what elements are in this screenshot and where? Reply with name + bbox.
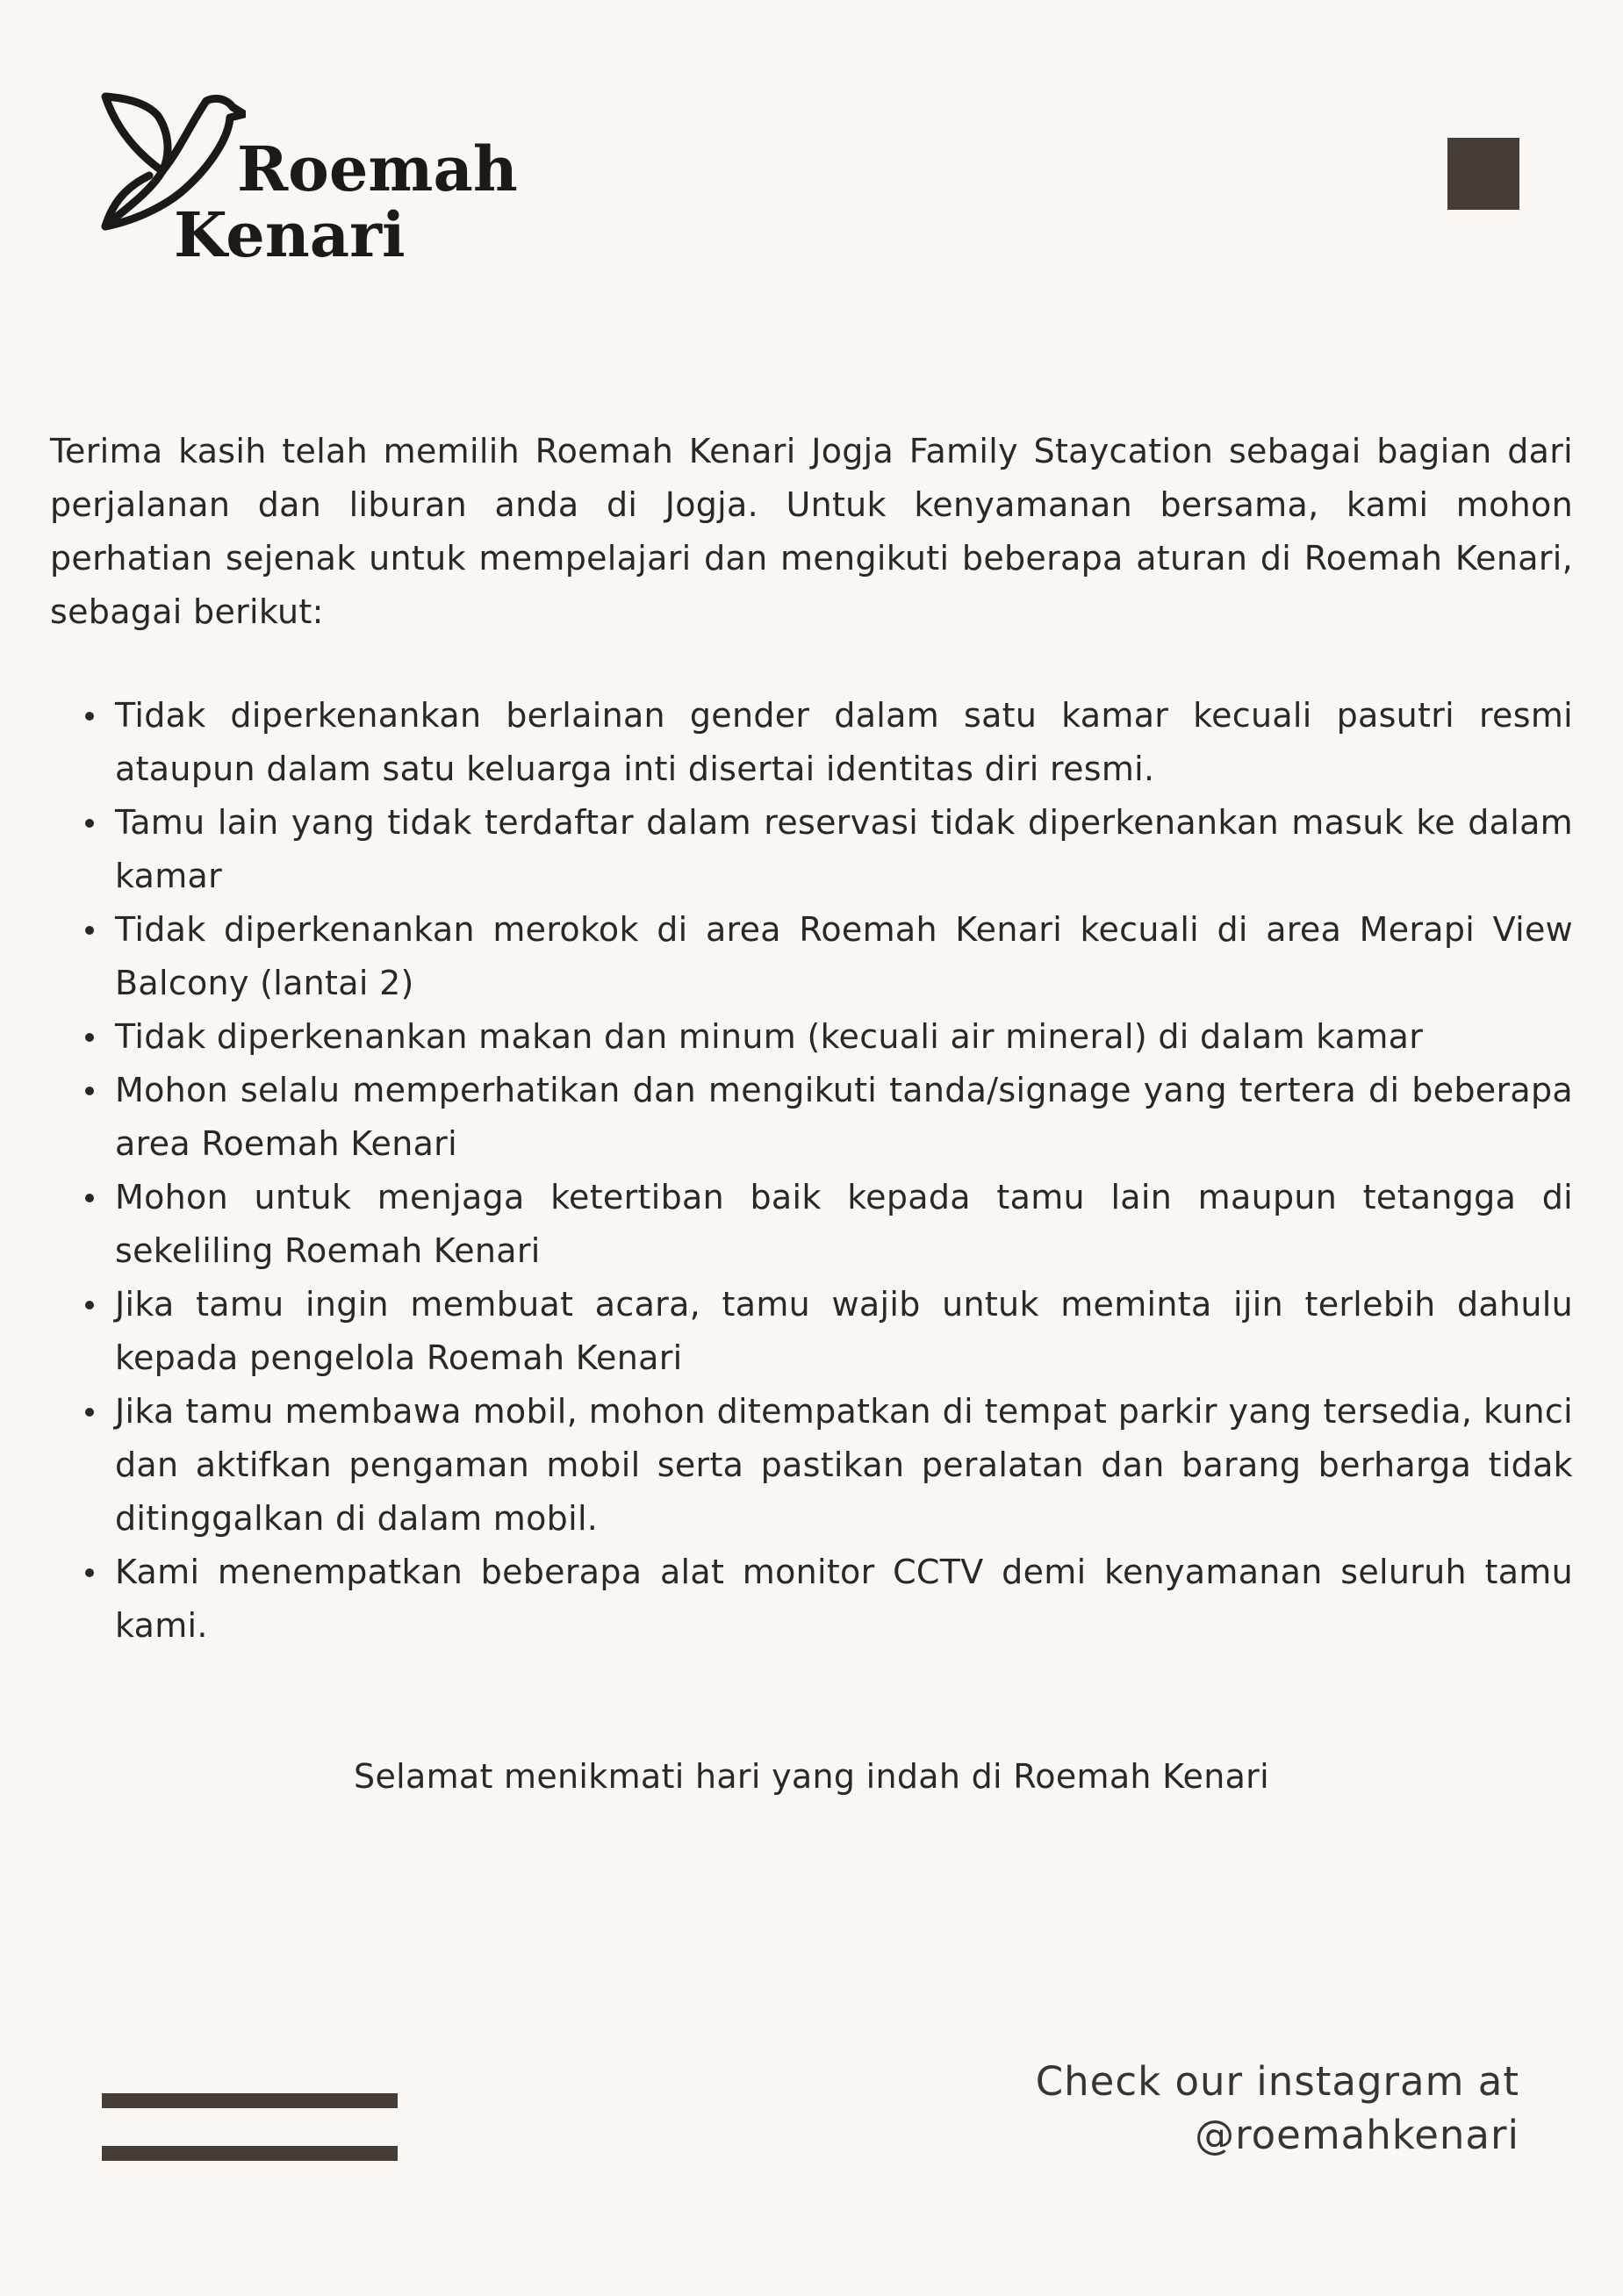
logo-text-kenari: Kenari [174,198,406,271]
decorative-bar-top [102,2093,398,2108]
brand-logo [97,88,518,272]
rule-item: Mohon selalu memperhatikan dan mengikuti tanda/signage yang tertera di beberapa area Roemah Kenari [50,1064,1573,1171]
decorative-bar-bottom [102,2146,398,2161]
rule-item: Kami menempatkan beberapa alat monitor CCTV demi kenyamanan seluruh tamu kami. [50,1546,1573,1653]
intro-paragraph: Terima kasih telah memilih Roemah Kenari Jogja Family Staycation sebagai bagian dari perjalanan dan liburan anda di Jogja. Untuk kenyamanan bersama, kami mohon perhatian sejenak untuk mempelajari dan mengikuti beberapa aturan di Roemah Kenari, sebagai berikut: [50,432,1573,631]
rule-item: Tidak diperkenankan makan dan minum (kecuali air mineral) di dalam kamar [50,1010,1573,1064]
rule-item: Jika tamu ingin membuat acara, tamu wajib untuk meminta ijin terlebih dahulu kepada pengelola Roemah Kenari [50,1278,1573,1385]
rules-list [50,689,1573,1653]
rule-item: Mohon untuk menjaga ketertiban baik kepada tamu lain maupun tetangga di sekeliling Roemah Kenari [50,1171,1573,1278]
rule-item: Jika tamu membawa mobil, mohon ditempatkan di tempat parkir yang tersedia, kunci dan aktifkan pengaman mobil serta pastikan peralatan dan barang berharga tidak ditinggalkan di dalam mobil. [50,1385,1573,1546]
instagram-handle: @roemahkenari [1195,2112,1519,2158]
closing-message: Selamat menikmati hari yang indah di Roemah Kenari [354,1757,1269,1796]
rule-item: Tidak diperkenankan berlainan gender dalam satu kamar kecuali pasutri resmi ataupun dalam satu keluarga inti disertai identitas diri resmi. [50,689,1573,796]
logo-text-roemah: Roemah [237,133,518,205]
instagram-footer [852,2055,1519,2162]
rule-item: Tidak diperkenankan merokok di area Roemah Kenari kecuali di area Merapi View Balcony (lantai 2) [50,903,1573,1010]
instagram-prompt: Check our instagram at [1035,2058,1519,2105]
decorative-square [1447,138,1519,210]
rule-item: Tamu lain yang tidak terdaftar dalam reservasi tidak diperkenankan masuk ke dalam kamar [50,796,1573,903]
